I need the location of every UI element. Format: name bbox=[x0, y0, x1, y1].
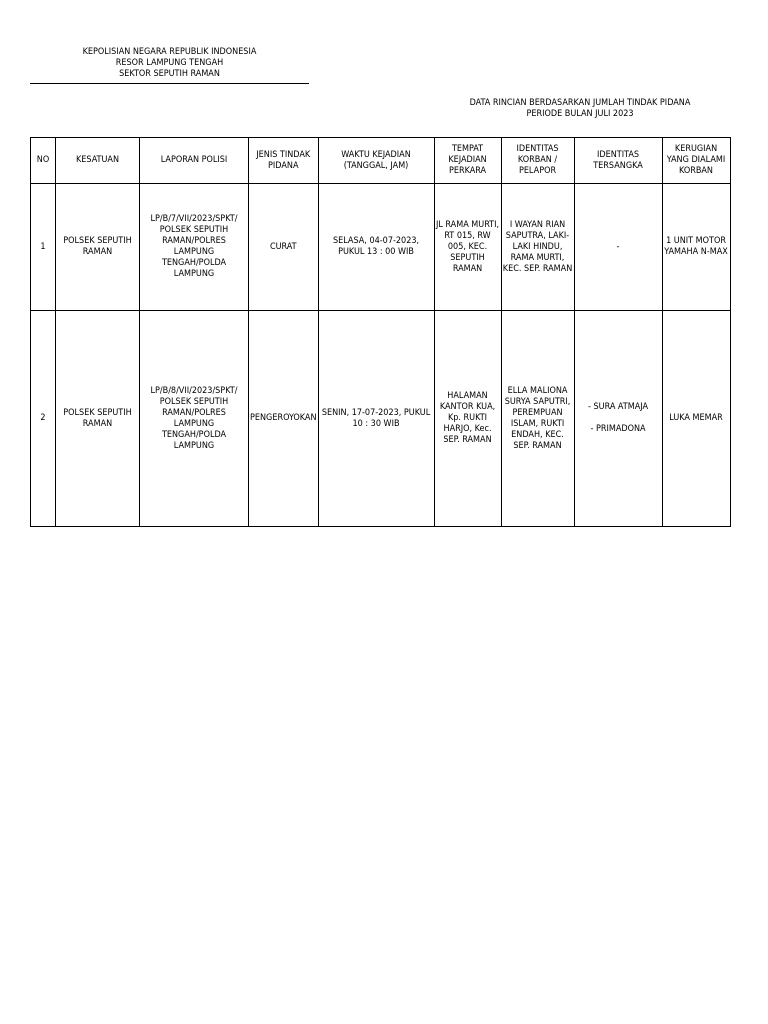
column-header-identitas-tersangka: IDENTITAS TERSANGKA bbox=[574, 138, 662, 184]
suspect-entry: - SURA ATMAJA bbox=[588, 402, 649, 412]
agency-header bbox=[30, 47, 309, 80]
report-period-line: PERIODE BULAN JULI 2023 bbox=[526, 109, 634, 119]
cell-kesatuan: POLSEK SEPUTIH RAMAN bbox=[56, 311, 140, 527]
cell-laporan-polisi: LP/B/7/VII/2023/SPKT/ POLSEK SEPUTIH RAMAN/POLRES LAMPUNG TENGAH/POLDA LAMPUNG bbox=[140, 184, 249, 311]
suspect-spacer bbox=[576, 413, 661, 424]
cell-identitas-korban: I WAYAN RIAN SAPUTRA, LAKI-LAKI HINDU, RAMA MURTI, KEC. SEP. RAMAN bbox=[501, 184, 574, 311]
cell-kesatuan: POLSEK SEPUTIH RAMAN bbox=[56, 184, 140, 311]
cell-waktu-kejadian: SELASA, 04-07-2023, PUKUL 13 : 00 WIB bbox=[318, 184, 434, 311]
column-header-waktu-kejadian: WAKTU KEJADIAN (TANGGAL, JAM) bbox=[318, 138, 434, 184]
header-underline bbox=[30, 83, 309, 84]
suspect-entry: - bbox=[616, 241, 620, 252]
column-header-kesatuan: KESATUAN bbox=[56, 138, 140, 184]
report-title-line: DATA RINCIAN BERDASARKAN JUMLAH TINDAK PIDANA bbox=[469, 98, 691, 108]
cell-laporan-polisi: LP/B/8/VII/2023/SPKT/ POLSEK SEPUTIH RAMAN/POLRES LAMPUNG TENGAH/POLDA LAMPUNG bbox=[140, 311, 249, 527]
report-title bbox=[420, 98, 740, 120]
crime-report-table bbox=[30, 137, 731, 527]
cell-tempat-kejadian: JL RAMA MURTI, RT 015, RW 005, KEC. SEPUTIH RAMAN bbox=[434, 184, 501, 311]
cell-no: 2 bbox=[31, 311, 56, 527]
agency-line-sector: SEKTOR SEPUTIH RAMAN bbox=[119, 69, 220, 79]
cell-identitas-tersangka bbox=[574, 311, 662, 527]
cell-kerugian: LUKA MEMAR bbox=[662, 311, 730, 527]
column-header-no: NO bbox=[31, 138, 56, 184]
cell-waktu-kejadian: SENIN, 17-07-2023, PUKUL 10 : 30 WIB bbox=[318, 311, 434, 527]
column-header-identitas-korban: IDENTITAS KORBAN / PELAPOR bbox=[501, 138, 574, 184]
column-header-laporan-polisi: LAPORAN POLISI bbox=[140, 138, 249, 184]
cell-identitas-tersangka bbox=[574, 184, 662, 311]
cell-no: 1 bbox=[31, 184, 56, 311]
cell-jenis-tindak-pidana: CURAT bbox=[249, 184, 319, 311]
agency-line-national: KEPOLISIAN NEGARA REPUBLIK INDONESIA bbox=[82, 47, 257, 57]
column-header-tempat-kejadian: TEMPAT KEJADIAN PERKARA bbox=[434, 138, 501, 184]
table-row bbox=[31, 184, 731, 311]
cell-tempat-kejadian: HALAMAN KANTOR KUA, Kp. RUKTI HARJO, Kec. SEP. RAMAN bbox=[434, 311, 501, 527]
suspect-entry: - PRIMADONA bbox=[590, 424, 646, 434]
cell-jenis-tindak-pidana: PENGEROYOKAN bbox=[249, 311, 319, 527]
cell-kerugian: 1 UNIT MOTOR YAMAHA N-MAX bbox=[662, 184, 730, 311]
column-header-kerugian: KERUGIAN YANG DIALAMI KORBAN bbox=[662, 138, 730, 184]
table-header-row bbox=[31, 138, 731, 184]
column-header-jenis-tindak-pidana: JENIS TINDAK PIDANA bbox=[249, 138, 319, 184]
agency-line-resort: RESOR LAMPUNG TENGAH bbox=[115, 58, 224, 68]
cell-identitas-korban: ELLA MALIONA SURYA SAPUTRI, PEREMPUAN ISLAM, RUKTI ENDAH, KEC. SEP. RAMAN bbox=[501, 311, 574, 527]
table-row bbox=[31, 311, 731, 527]
